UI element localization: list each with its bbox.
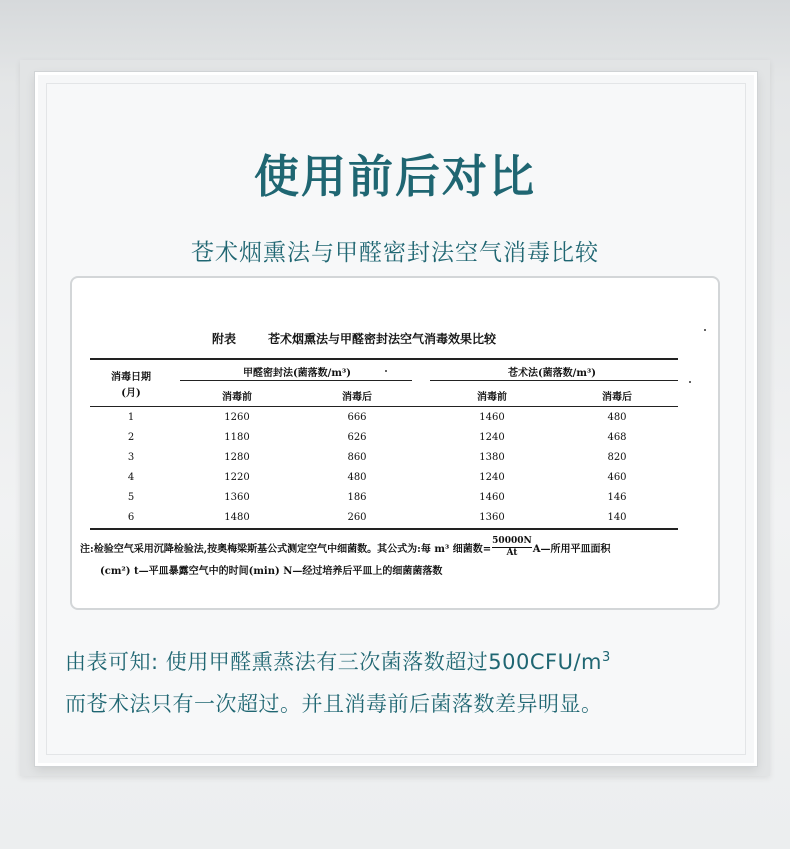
summary-superscript: 3 (601, 650, 611, 665)
cell-c-after: 820 (607, 452, 627, 463)
scan-speck (385, 370, 387, 372)
formula-denominator: At (506, 548, 518, 558)
cell-f-before: 1180 (224, 432, 250, 443)
table-bottom-rule (90, 528, 678, 530)
table-note-line2: (cm²) t—平皿暴露空气中的时间(min) N—经过培养后平皿上的细菌菌落数 (100, 566, 443, 577)
cell-c-before: 1240 (479, 432, 505, 443)
cell-c-before: 1380 (479, 452, 505, 463)
cell-day: 1 (127, 412, 135, 423)
cell-f-after: 860 (347, 452, 367, 463)
cell-c-before: 1360 (479, 512, 505, 523)
cell-f-before: 1260 (224, 412, 250, 423)
scan-speck (704, 329, 706, 331)
summary-line2: 而苍术法只有一次超过。并且消毒前后菌落数差异明显。 (65, 692, 603, 716)
header-f-after: 消毒后 (342, 392, 372, 403)
cell-c-before: 1460 (479, 492, 505, 503)
cell-c-before: 1240 (479, 472, 505, 483)
group-rule-formaldehyde (180, 380, 412, 381)
cell-f-before: 1220 (224, 472, 250, 483)
formula-fraction (492, 536, 532, 559)
formula-numerator: 50000N (492, 536, 532, 546)
cell-day: 2 (127, 432, 135, 443)
table-caption-label: 附表 (212, 332, 237, 346)
cell-f-after: 626 (347, 432, 367, 443)
page-title: 使用前后对比 (253, 150, 536, 203)
cell-f-after: 186 (347, 492, 367, 503)
cell-c-after: 460 (607, 472, 627, 483)
scanned-table-card (70, 276, 720, 610)
header-date-line1: 消毒日期 (111, 372, 151, 383)
cell-day: 5 (127, 492, 135, 503)
cell-c-after: 468 (607, 432, 627, 443)
cell-f-after: 260 (347, 512, 367, 523)
cell-c-before: 1460 (479, 412, 505, 423)
cell-c-after: 480 (607, 412, 627, 423)
cell-f-before: 1360 (224, 492, 250, 503)
table-caption-title: 苍术烟熏法与甲醛密封法空气消毒效果比较 (268, 332, 497, 346)
table-note-line1 (80, 538, 610, 561)
cell-day: 4 (127, 472, 135, 483)
header-bottom-rule (90, 406, 678, 407)
header-c-after: 消毒后 (602, 392, 632, 403)
header-group-atractylodes: 苍术法(菌落数/m³) (507, 368, 597, 379)
header-group-formaldehyde: 甲醛密封法(菌落数/m³) (242, 368, 352, 379)
page-subtitle: 苍术烟熏法与甲醛密封法空气消毒比较 (191, 240, 599, 266)
summary-line1-text: 由表可知: 使用甲醛熏蒸法有三次菌落数超过500CFU/m (65, 650, 602, 674)
cell-day: 6 (127, 512, 135, 523)
note-text-b: A—所用平皿面积 (532, 544, 611, 555)
group-rule-atractylodes (430, 380, 678, 381)
cell-f-before: 1480 (224, 512, 250, 523)
header-date-line2: (月) (121, 388, 141, 399)
note-text-a: 注:检验空气采用沉降检验法,按奥梅梁斯基公式测定空气中细菌数。其公式为:每 m³ 细菌数= (80, 544, 492, 555)
cell-f-after: 480 (347, 472, 367, 483)
summary-line1 (65, 646, 725, 676)
header-f-before: 消毒前 (222, 392, 252, 403)
header-c-before: 消毒前 (477, 392, 507, 403)
cell-day: 3 (127, 452, 135, 463)
cell-f-after: 666 (347, 412, 367, 423)
cell-f-before: 1280 (224, 452, 250, 463)
scan-speck (689, 381, 691, 383)
cell-c-after: 140 (607, 512, 627, 523)
cell-c-after: 146 (607, 492, 627, 503)
table-top-rule (90, 358, 678, 360)
